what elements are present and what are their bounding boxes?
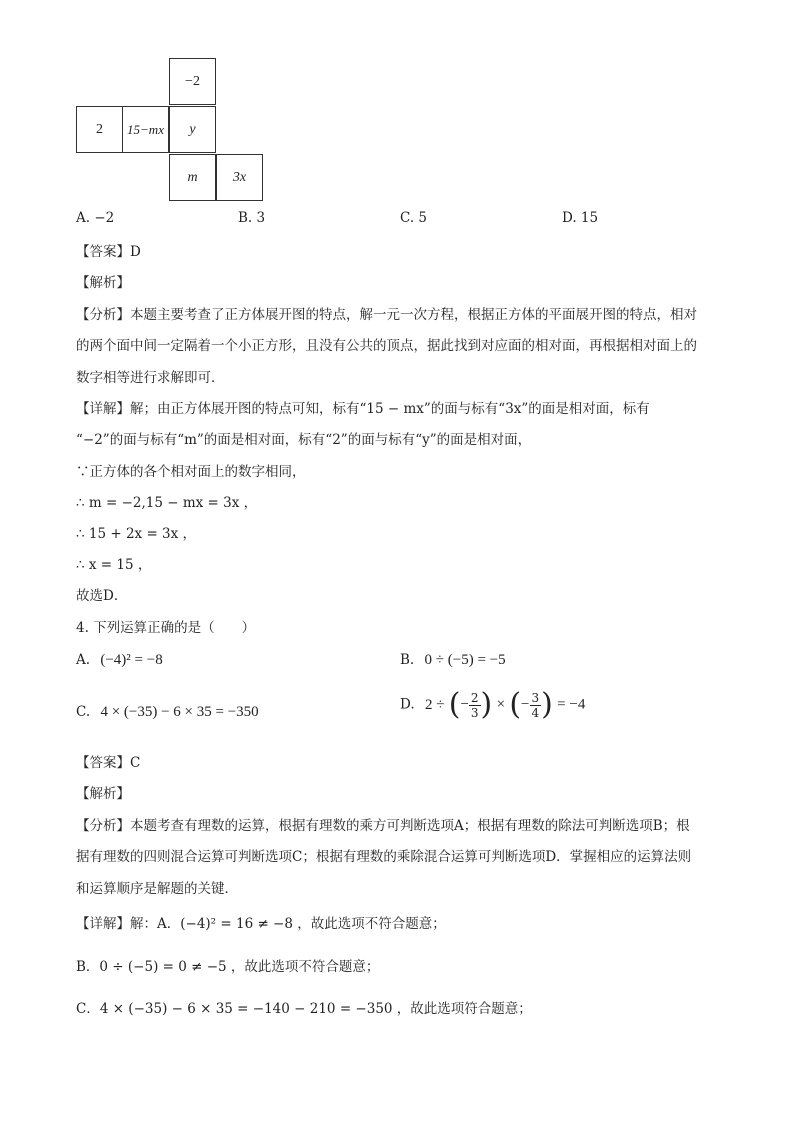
q3-analysis-line-3: 数字相等进行求解即可． — [76, 370, 225, 386]
q4-analysis-line-2: 据有理数的四则混合运算可判断选项C；根据有理数的乘除混合运算可判断选项D．掌握相应的运算法则 — [76, 849, 692, 865]
q4-option-c — [76, 704, 259, 721]
q3-analysis-line-2: 的两个面中间一定隔着一个小正方形，且没有公共的顶点，据此找到对应面的相对面，再根据相对面上的 — [76, 338, 697, 354]
q4-option-a-label: A. — [76, 652, 91, 668]
q4-option-c-expr: 4 × (−35) − 6 × 35 = −350 — [100, 704, 259, 720]
q4-option-d-label: D. — [400, 696, 415, 713]
paren-open-icon: ( — [448, 687, 461, 722]
net-cell-left: 2 — [76, 106, 123, 153]
q3-option-c: C. 5 — [400, 210, 428, 226]
net-cell-below: m — [169, 154, 216, 201]
net-cell-center: y — [169, 106, 216, 153]
net-cell-top: −2 — [169, 58, 216, 105]
q3-detail-line-7: 故选D． — [76, 588, 128, 604]
q4-option-d-pre: 2 ÷ — [424, 696, 445, 713]
q4-question: 4. 下列运算正确的是（ ） — [76, 620, 256, 636]
q4-option-c-label: C. — [76, 704, 91, 720]
fraction-1-numerator: 2 — [470, 690, 479, 705]
q4-option-b — [400, 652, 506, 669]
q4-option-a-expr: (−4)² = −8 — [100, 652, 163, 668]
q4-option-d-fraction-2 — [530, 691, 542, 720]
q4-option-b-label: B. — [400, 652, 415, 668]
q4-option-a — [76, 652, 163, 669]
q3-detail-line-1: 【详解】解；由正方体展开图的特点可知，标有“15 − mx”的面与标有“3x”的面是相对面，标有 — [76, 401, 650, 417]
q3-option-a: A. −2 — [76, 210, 115, 226]
q4-detail-line-3: C．4 × (−35) − 6 × 35 = −140 − 210 = −350 ，故此选项符合题意； — [76, 1001, 532, 1017]
q4-detail-line-1: 【详解】解：A．(−4)² = 16 ≠ −8 ，故此选项不符合题意； — [76, 916, 446, 932]
q4-option-d: D. 2 ÷ (− $\frac{2}{3}$ ) × (− $\frac{3}{4}$ ) = −4 — [400, 687, 586, 722]
q4-detail-line-2: B．0 ÷ (−5) = 0 ≠ −5 ，故此选项不符合题意； — [76, 959, 380, 975]
q4-analysis-line-3: 和运算顺序是解题的关键． — [76, 881, 238, 897]
q3-analysis-line-1: 【分析】本题主要考查了正方体展开图的特点，解一元一次方程，根据正方体的平面展开图的特点，相对 — [76, 307, 697, 323]
q3-option-d: D. 15 — [562, 210, 599, 226]
q3-answer: 【答案】D — [76, 244, 141, 260]
q3-detail-line-5: ∴ 15 + 2x = 3x ， — [76, 526, 197, 542]
q4-option-d-times: × — [496, 696, 506, 713]
paren-open-icon: ( — [509, 687, 522, 722]
fraction-2-denominator: 4 — [531, 705, 540, 720]
q3-option-b: B. 3 — [238, 210, 266, 226]
fraction-2-numerator: 3 — [531, 690, 540, 705]
fraction-1-denominator: 3 — [470, 705, 479, 720]
q3-detail-line-4: ∴ m = −2,15 − mx = 3x ， — [76, 495, 258, 511]
q3-detail-line-3: ∵正方体的各个相对面上的数字相同， — [76, 464, 306, 480]
paren-close-icon: ) — [480, 687, 493, 722]
q4-option-d-fraction-1 — [469, 691, 481, 720]
q4-analysis-line-1: 【分析】本题考查有理数的运算，根据有理数的乘方可判断选项A；根据有理数的除法可判断选项B；根 — [76, 818, 690, 834]
q4-option-d-post: = −4 — [557, 696, 586, 713]
net-cell-below-right: 3x — [216, 154, 263, 201]
q4-analysis-tag: 【解析】 — [76, 786, 130, 802]
net-cell-mid-left: 15−mx — [122, 106, 169, 153]
q3-analysis-tag: 【解析】 — [76, 275, 130, 291]
q3-detail-line-6: ∴ x = 15 ， — [76, 557, 152, 573]
q4-option-b-expr: 0 ÷ (−5) = −5 — [424, 652, 506, 668]
q4-answer: 【答案】C — [76, 755, 141, 771]
paren-close-icon: ) — [541, 687, 553, 722]
q3-detail-line-2: “−2”的面与标有“m”的面是相对面，标有“2”的面与标有“y”的面是相对面， — [76, 432, 532, 448]
